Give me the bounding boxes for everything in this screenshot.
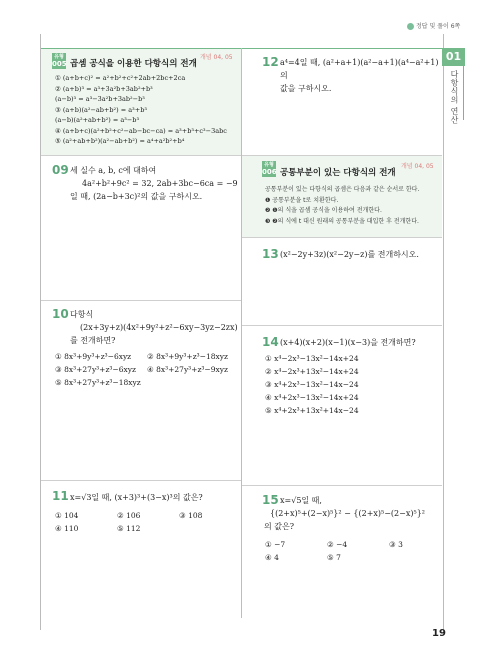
- question-15-choice-5[interactable]: ⑤ 7: [327, 553, 341, 562]
- rule: [242, 485, 442, 486]
- question-15-expression: {(2+x)⁵+(2−x)⁵}² − {(2+x)⁵−(2−x)⁵}²: [270, 509, 425, 518]
- type-005-formulas: [55, 73, 240, 147]
- question-10-choice-2[interactable]: ② 8x³+9y³+z³−18xyz: [147, 352, 228, 361]
- question-14-choice-4[interactable]: ④ x⁴+2x³−13x²−14x+24: [265, 393, 359, 402]
- question-15-choice-3[interactable]: ③ 3: [389, 540, 403, 549]
- question-14-choice-1[interactable]: ① x⁴−2x³−13x²−14x+24: [265, 354, 359, 363]
- formula-line: (a−b)(a²+ab+b²) = a³−b³: [55, 116, 140, 124]
- question-11-choice-2[interactable]: ② 106: [117, 511, 141, 520]
- question-11-choice-5[interactable]: ⑤ 112: [117, 524, 141, 533]
- formula-line: ④ (a+b+c)(a²+b²+c²−ab−bc−ca) = a³+b³+c³−3abc: [55, 126, 227, 135]
- side-tab-number: 01: [442, 48, 465, 66]
- type-006-description: 공통부분이 있는 다항식의 곱셈은 다음과 같은 순서로 한다. ❶ 공통부분을 t로 치환한다. ❷ ❶의 식을 곱셈 공식을 이용하여 전개한다. ❸ ❷의 식에 t 대신 원래의 공통부분을 대입한 후 전개한다.: [265, 186, 420, 225]
- question-9-number: 09: [52, 163, 69, 177]
- question-10-choice-4[interactable]: ④ 8x³+27y³+z³−9xyz: [147, 365, 228, 374]
- question-15-ask: 의 값은?: [264, 522, 295, 531]
- question-11-choice-3[interactable]: ③ 108: [179, 511, 203, 520]
- question-14-text: (x+4)(x+2)(x−1)(x−3)을 전개하면?: [280, 338, 416, 347]
- formula-line: ① (a+b+c)² = a²+b²+c²+2ab+2bc+2ca: [55, 74, 186, 82]
- formula-line: ② (a+b)³ = a³+3a²b+3ab²+b³: [55, 84, 153, 93]
- question-15-number: 15: [262, 493, 279, 507]
- question-10-choice-1[interactable]: ① 8x³+9y³+z³−6xyz: [55, 352, 132, 361]
- type-006-title: 공통부분이 있는 다항식의 전개: [280, 168, 396, 178]
- question-10-choice-5[interactable]: ⑤ 8x³+27y³+z³−18xyz: [55, 378, 141, 387]
- question-15-choice-2[interactable]: ② −4: [327, 540, 348, 549]
- question-11-text: x=√3일 때, (x+3)³+(3−x)³의 값은?: [70, 493, 203, 502]
- formula-line: (a−b)³ = a³−3a²b+3ab²−b³: [55, 95, 145, 103]
- type-005-title: 곱셈 공식을 이용한 다항식의 전개: [70, 59, 197, 69]
- question-15-choice-1[interactable]: ① −7: [265, 540, 286, 549]
- column-divider: [241, 48, 242, 618]
- rule: [41, 155, 241, 156]
- question-12-number: 12: [262, 55, 279, 69]
- question-11-choice-1[interactable]: ① 104: [55, 511, 79, 520]
- question-10-number: 10: [52, 307, 69, 321]
- question-13-number: 13: [262, 247, 279, 261]
- header-dot-icon: [407, 23, 414, 30]
- rule: [41, 300, 241, 301]
- question-11-number: 11: [52, 489, 69, 503]
- formula-line: ③ (a+b)(a²−ab+b²) = a³+b³: [55, 105, 147, 114]
- running-header: 정답 및 풀이 6쪽: [407, 21, 460, 30]
- type-006-badge: 유형 006: [262, 162, 277, 176]
- question-15-text: x=√5일 때,: [280, 496, 322, 505]
- formula-line: ⑤ (a²+ab+b²)(a²−ab+b²) = a⁴+a²b²+b⁴: [55, 137, 185, 145]
- type-005-concept-ref: 개념 04, 05: [200, 54, 233, 61]
- question-13-text: (x²−2y+3z)(x²−2y−z)를 전개하시오.: [280, 250, 419, 259]
- question-9-text: 세 실수 a, b, c에 대하여 4a²+b²+9c² = 32, 2ab+3bc−6ca = −9 일 때, (2a−b+3c)²의 값을 구하시오.: [70, 166, 238, 201]
- rule: [242, 325, 442, 326]
- page-number: 19: [432, 628, 446, 639]
- question-14-choice-3[interactable]: ③ x⁴+2x³−13x²−14x−24: [265, 380, 359, 389]
- rule: [242, 237, 442, 238]
- rule: [41, 480, 241, 481]
- top-rule-right: [242, 48, 442, 49]
- question-14-choice-2[interactable]: ② x⁴−2x³+13x²−14x+24: [265, 367, 359, 376]
- side-tab-label: 다항식의 연산: [450, 70, 459, 125]
- question-14-choice-5[interactable]: ⑤ x⁴+2x³+13x²+14x−24: [265, 406, 359, 415]
- question-10-choice-3[interactable]: ③ 8x³+27y³+z³−6xyz: [55, 365, 136, 374]
- type-006-concept-ref: 개념 04, 05: [401, 163, 434, 170]
- question-10-text: 다항식 (2x+3y+z)(4x²+9y²+z²−6xy−3yz−2zx) 를 전개하면?: [70, 310, 238, 345]
- question-14-number: 14: [262, 335, 279, 349]
- type-005-badge: 유형 005: [52, 54, 67, 68]
- question-15-choice-4[interactable]: ④ 4: [265, 553, 279, 562]
- question-11-choice-4[interactable]: ④ 110: [55, 524, 79, 533]
- question-12-text: a⁴=4일 때, (a²+a+1)(a²−a+1)(a⁴−a²+1)의 값을 구하시오.: [280, 58, 439, 93]
